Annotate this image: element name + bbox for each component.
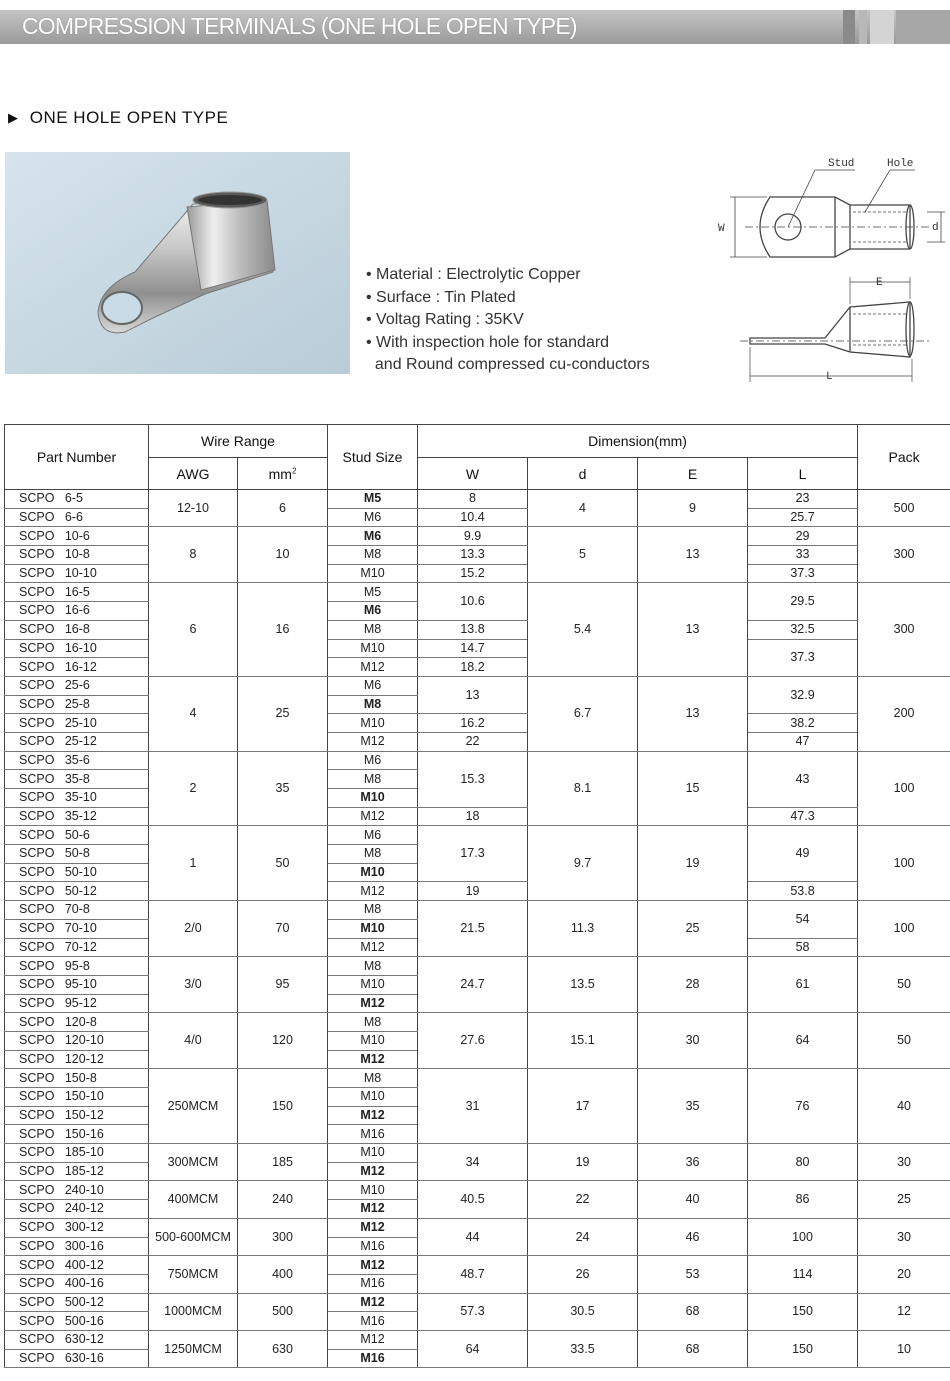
dimension-l-cell: 29 [748,527,858,546]
part-number-cell: SCPO 120-10 [5,1031,149,1050]
dimension-d-cell: 8.1 [528,751,638,826]
dimension-l-cell: 37.3 [748,639,858,676]
stud-size-cell: M12 [328,882,418,901]
mm2-cell: 400 [238,1256,328,1293]
table-row [5,1013,950,1032]
spec-surface: • Surface : Tin Plated [366,288,516,306]
dimension-w-cell: 13.8 [418,620,528,639]
dimension-e-cell: 36 [638,1144,748,1181]
dimension-d-cell: 6.7 [528,676,638,751]
dimension-e-cell: 13 [638,676,748,751]
dimension-w-cell: 64 [418,1330,528,1367]
dimension-l-cell: 150 [748,1330,858,1367]
awg-cell: 1 [149,826,238,901]
table-row [5,1256,950,1275]
mm2-cell: 6 [238,490,328,527]
header-banner [0,10,950,44]
dimension-e-cell: 35 [638,1069,748,1144]
stud-size-cell: M6 [328,676,418,695]
part-number-cell: SCPO 35-8 [5,770,149,789]
awg-cell: 400MCM [149,1181,238,1218]
stud-size-cell: M12 [328,658,418,677]
part-number-cell: SCPO 240-10 [5,1181,149,1200]
table-row [5,490,950,509]
part-number-cell: SCPO 50-8 [5,845,149,864]
stud-size-cell: M12 [328,732,418,751]
table-row [5,1330,950,1349]
part-number-cell: SCPO 630-12 [5,1330,149,1349]
dimension-l-cell: 64 [748,1013,858,1069]
awg-cell: 4/0 [149,1013,238,1069]
dimension-w-cell: 18 [418,807,528,826]
part-number-cell: SCPO 6-5 [5,490,149,509]
product-photo [5,152,350,374]
dimension-e-cell: 46 [638,1218,748,1255]
table-row [5,732,950,751]
dimension-l-cell: 23 [748,490,858,509]
part-number-cell: SCPO 10-6 [5,527,149,546]
stud-size-cell: M10 [328,863,418,882]
dimension-d-cell: 15.1 [528,1013,638,1069]
stud-size-cell: M8 [328,620,418,639]
stud-size-cell: M12 [328,807,418,826]
part-number-cell: SCPO 16-8 [5,620,149,639]
header-e: E [638,458,748,490]
dimension-w-cell: 13 [418,676,528,713]
mm2-cell: 240 [238,1181,328,1218]
stud-size-cell: M12 [328,1050,418,1069]
part-number-cell: SCPO 10-8 [5,546,149,565]
pack-cell: 100 [858,901,950,957]
part-number-cell: SCPO 25-10 [5,714,149,733]
part-number-cell: SCPO 10-10 [5,564,149,583]
stud-size-cell: M6 [328,527,418,546]
header-wire-range: Wire Range [149,425,328,458]
awg-cell: 300MCM [149,1144,238,1181]
e-label: E [876,277,883,289]
header-w: W [418,458,528,490]
dimension-w-cell: 19 [418,882,528,901]
dimension-d-cell: 33.5 [528,1330,638,1367]
dimension-e-cell: 30 [638,1013,748,1069]
awg-cell: 750MCM [149,1256,238,1293]
pack-cell: 500 [858,490,950,527]
dimension-w-cell: 40.5 [418,1181,528,1218]
stud-size-cell: M10 [328,789,418,808]
part-number-cell: SCPO 300-12 [5,1218,149,1237]
stud-size-cell: M16 [328,1125,418,1144]
part-number-cell: SCPO 150-8 [5,1069,149,1088]
dimension-l-cell: 150 [748,1293,858,1330]
dimension-w-cell: 10.6 [418,583,528,620]
header-l: L [748,458,858,490]
dimension-w-cell: 10.4 [418,508,528,527]
table-row [5,1293,950,1312]
awg-cell: 8 [149,527,238,583]
section-heading-text: ONE HOLE OPEN TYPE [29,108,229,127]
dimension-w-cell: 16.2 [418,714,528,733]
dimension-d-cell: 22 [528,1181,638,1218]
part-number-cell: SCPO 6-6 [5,508,149,527]
part-number-cell: SCPO 50-6 [5,826,149,845]
dimension-w-cell: 27.6 [418,1013,528,1069]
dimension-d-cell: 5.4 [528,583,638,676]
part-number-cell: SCPO 35-10 [5,789,149,808]
pack-cell: 30 [858,1218,950,1255]
stud-size-cell: M12 [328,1330,418,1349]
dimension-l-cell: 61 [748,957,858,1013]
table-row [5,527,950,546]
table-row [5,751,950,770]
stud-size-cell: M8 [328,770,418,789]
table-row [5,882,950,901]
dimension-d-cell: 13.5 [528,957,638,1013]
stud-size-cell: M10 [328,1181,418,1200]
table-row [5,807,950,826]
part-number-cell: SCPO 150-12 [5,1106,149,1125]
part-number-cell: SCPO 185-12 [5,1162,149,1181]
dimension-w-cell: 48.7 [418,1256,528,1293]
l-label: L [826,371,833,383]
dimension-e-cell: 25 [638,901,748,957]
pack-cell: 300 [858,583,950,676]
stud-size-cell: M8 [328,957,418,976]
pack-cell: 300 [858,527,950,583]
header-pack: Pack [858,425,950,490]
dimension-d-cell: 30.5 [528,1293,638,1330]
part-number-cell: SCPO 300-16 [5,1237,149,1256]
dimension-l-cell: 53.8 [748,882,858,901]
table-row [5,564,950,583]
section-heading [8,108,228,128]
table-row [5,508,950,527]
dimension-l-cell: 100 [748,1218,858,1255]
dimension-w-cell: 57.3 [418,1293,528,1330]
part-number-cell: SCPO 400-12 [5,1256,149,1275]
dimension-w-cell: 15.3 [418,751,528,807]
dimension-d-cell: 17 [528,1069,638,1144]
stud-size-cell: M8 [328,695,418,714]
mm2-cell: 185 [238,1144,328,1181]
awg-cell: 6 [149,583,238,676]
part-number-cell: SCPO 50-10 [5,863,149,882]
stud-size-cell: M10 [328,714,418,733]
part-number-cell: SCPO 25-8 [5,695,149,714]
table-row [5,714,950,733]
part-number-cell: SCPO 400-16 [5,1274,149,1293]
part-number-cell: SCPO 70-12 [5,938,149,957]
stud-size-cell: M10 [328,919,418,938]
part-number-cell: SCPO 95-10 [5,975,149,994]
dimension-e-cell: 13 [638,583,748,676]
dimension-l-cell: 38.2 [748,714,858,733]
stud-size-cell: M10 [328,1088,418,1107]
spec-material: • Material : Electrolytic Copper [366,266,581,283]
stud-size-cell: M6 [328,826,418,845]
stud-size-cell: M8 [328,1069,418,1088]
stud-size-cell: M10 [328,639,418,658]
stud-size-cell: M5 [328,490,418,509]
part-number-cell: SCPO 35-6 [5,751,149,770]
mm2-cell: 70 [238,901,328,957]
dimension-l-cell: 58 [748,938,858,957]
part-number-cell: SCPO 120-8 [5,1013,149,1032]
mm2-cell: 500 [238,1293,328,1330]
part-number-cell: SCPO 50-12 [5,882,149,901]
part-number-cell: SCPO 16-10 [5,639,149,658]
dimension-l-cell: 49 [748,826,858,882]
awg-cell: 250MCM [149,1069,238,1144]
mm2-cell: 50 [238,826,328,901]
mm2-cell: 150 [238,1069,328,1144]
stud-size-cell: M6 [328,602,418,621]
part-number-cell: SCPO 35-12 [5,807,149,826]
stud-size-cell: M10 [328,1144,418,1163]
dimension-e-cell: 15 [638,751,748,826]
mm2-cell: 10 [238,527,328,583]
stud-size-cell: M8 [328,845,418,864]
pack-cell: 100 [858,826,950,901]
dimension-w-cell: 31 [418,1069,528,1144]
stud-size-cell: M12 [328,1218,418,1237]
mm2-cell: 300 [238,1218,328,1255]
awg-cell: 1250MCM [149,1330,238,1367]
part-number-cell: SCPO 240-12 [5,1200,149,1219]
dimension-w-cell: 34 [418,1144,528,1181]
awg-cell: 500-600MCM [149,1218,238,1255]
dimension-l-cell: 43 [748,751,858,807]
awg-cell: 12-10 [149,490,238,527]
part-number-cell: SCPO 630-16 [5,1349,149,1368]
header-mm2: $mm^2$ [238,458,328,490]
dimension-l-cell: 54 [748,901,858,938]
table-row [5,826,950,845]
part-number-cell: SCPO 500-12 [5,1293,149,1312]
part-number-cell: SCPO 16-12 [5,658,149,677]
dimension-d-cell: 9.7 [528,826,638,901]
stud-label: Stud [828,158,855,170]
page-title: COMPRESSION TERMINALS (ONE HOLE OPEN TYPE) [22,13,577,39]
pack-cell: 10 [858,1330,950,1367]
w-label: W [718,223,725,235]
part-number-cell: SCPO 70-8 [5,901,149,920]
part-number-cell: SCPO 95-8 [5,957,149,976]
stud-size-cell: M16 [328,1312,418,1331]
stud-size-cell: M12 [328,938,418,957]
dimension-w-cell: 15.2 [418,564,528,583]
d-label: d [932,222,939,234]
specification-table [4,424,950,1368]
table-row [5,1144,950,1163]
table-row [5,1069,950,1088]
stud-size-cell: M10 [328,975,418,994]
dimension-w-cell: 13.3 [418,546,528,565]
table-row [5,583,950,602]
stud-size-cell: M16 [328,1349,418,1368]
dimension-d-cell: 19 [528,1144,638,1181]
stud-size-cell: M16 [328,1274,418,1293]
part-number-cell: SCPO 25-12 [5,732,149,751]
dimension-w-cell: 24.7 [418,957,528,1013]
awg-cell: 2/0 [149,901,238,957]
dimension-w-cell: 44 [418,1218,528,1255]
dimension-d-cell: 24 [528,1218,638,1255]
dimension-l-cell: 33 [748,546,858,565]
stud-size-cell: M8 [328,546,418,565]
stud-size-cell: M5 [328,583,418,602]
part-number-cell: SCPO 150-10 [5,1088,149,1107]
part-number-cell: SCPO 500-16 [5,1312,149,1331]
header-awg: AWG [149,458,238,490]
stud-size-cell: M16 [328,1237,418,1256]
stud-size-cell: M12 [328,1162,418,1181]
dimension-d-cell: 11.3 [528,901,638,957]
stud-size-cell: M12 [328,1256,418,1275]
stud-size-cell: M6 [328,751,418,770]
dimension-l-cell: 80 [748,1144,858,1181]
dimension-l-cell: 32.5 [748,620,858,639]
spec-inspection: • With inspection hole for standard [366,333,610,351]
mm2-cell: 120 [238,1013,328,1069]
table-row [5,901,950,920]
table-row [5,1218,950,1237]
part-number-cell: SCPO 185-10 [5,1144,149,1163]
spec-inspection-cont: and Round compressed cu-conductors [366,356,650,373]
pack-cell: 25 [858,1181,950,1218]
stud-size-cell: M8 [328,1013,418,1032]
awg-cell: 4 [149,676,238,751]
stud-size-cell: M10 [328,564,418,583]
mm2-cell: 16 [238,583,328,676]
dimension-w-cell: 17.3 [418,826,528,882]
header-part-number: Part Number [5,425,149,490]
dimension-w-cell: 21.5 [418,901,528,957]
part-number-cell: SCPO 16-6 [5,602,149,621]
triangle-marker-icon: ▶ [8,110,19,125]
dimension-l-cell: 86 [748,1181,858,1218]
dimension-w-cell: 14.7 [418,639,528,658]
pack-cell: 50 [858,1013,950,1069]
stud-size-cell: M8 [328,901,418,920]
dimension-l-cell: 76 [748,1069,858,1144]
pack-cell: 12 [858,1293,950,1330]
table-row [5,546,950,565]
stud-size-cell: M12 [328,994,418,1013]
hole-label: Hole [887,158,914,170]
dimension-e-cell: 68 [638,1330,748,1367]
stud-size-cell: M6 [328,508,418,527]
table-row [5,1181,950,1200]
dimension-l-cell: 47 [748,732,858,751]
pack-cell: 30 [858,1144,950,1181]
dimension-l-cell: 47.3 [748,807,858,826]
dimension-w-cell: 22 [418,732,528,751]
part-number-cell: SCPO 16-5 [5,583,149,602]
dimension-diagram [715,152,950,387]
pack-cell: 50 [858,957,950,1013]
dimension-l-cell: 37.3 [748,564,858,583]
stud-size-cell: M12 [328,1106,418,1125]
dimension-e-cell: 40 [638,1181,748,1218]
dimension-l-cell: 32.9 [748,676,858,713]
mm2-cell: 35 [238,751,328,826]
stud-size-cell: M10 [328,1031,418,1050]
table-row [5,639,950,658]
spec-list [366,264,650,377]
dimension-e-cell: 19 [638,826,748,901]
awg-cell: 3/0 [149,957,238,1013]
header-d: d [528,458,638,490]
dimension-l-cell: 29.5 [748,583,858,620]
pack-cell: 20 [858,1256,950,1293]
mm2-cell: 25 [238,676,328,751]
pack-cell: 40 [858,1069,950,1144]
dimension-d-cell: 4 [528,490,638,527]
dimension-w-cell: 8 [418,490,528,509]
header-dimension: Dimension(mm) [418,425,858,458]
pack-cell: 200 [858,676,950,751]
dimension-e-cell: 28 [638,957,748,1013]
dimension-w-cell: 9.9 [418,527,528,546]
dimension-l-cell: 25.7 [748,508,858,527]
part-number-cell: SCPO 70-10 [5,919,149,938]
awg-cell: 1000MCM [149,1293,238,1330]
pack-cell: 100 [858,751,950,826]
mm2-cell: 95 [238,957,328,1013]
dimension-d-cell: 5 [528,527,638,583]
dimension-w-cell: 18.2 [418,658,528,677]
stud-size-cell: M12 [328,1293,418,1312]
dimension-d-cell: 26 [528,1256,638,1293]
table-row [5,957,950,976]
dimension-e-cell: 53 [638,1256,748,1293]
dimension-e-cell: 13 [638,527,748,583]
part-number-cell: SCPO 25-6 [5,676,149,695]
dimension-l-cell: 114 [748,1256,858,1293]
part-number-cell: SCPO 95-12 [5,994,149,1013]
table-row [5,676,950,695]
part-number-cell: SCPO 150-16 [5,1125,149,1144]
spec-voltage: • Voltag Rating : 35KV [366,311,524,328]
table-row [5,620,950,639]
stud-size-cell: M12 [328,1200,418,1219]
awg-cell: 2 [149,751,238,826]
dimension-e-cell: 68 [638,1293,748,1330]
header-stud-size: Stud Size [328,425,418,490]
mm2-cell: 630 [238,1330,328,1367]
part-number-cell: SCPO 120-12 [5,1050,149,1069]
terminal-lug-image [5,152,350,374]
dimension-e-cell: 9 [638,490,748,527]
